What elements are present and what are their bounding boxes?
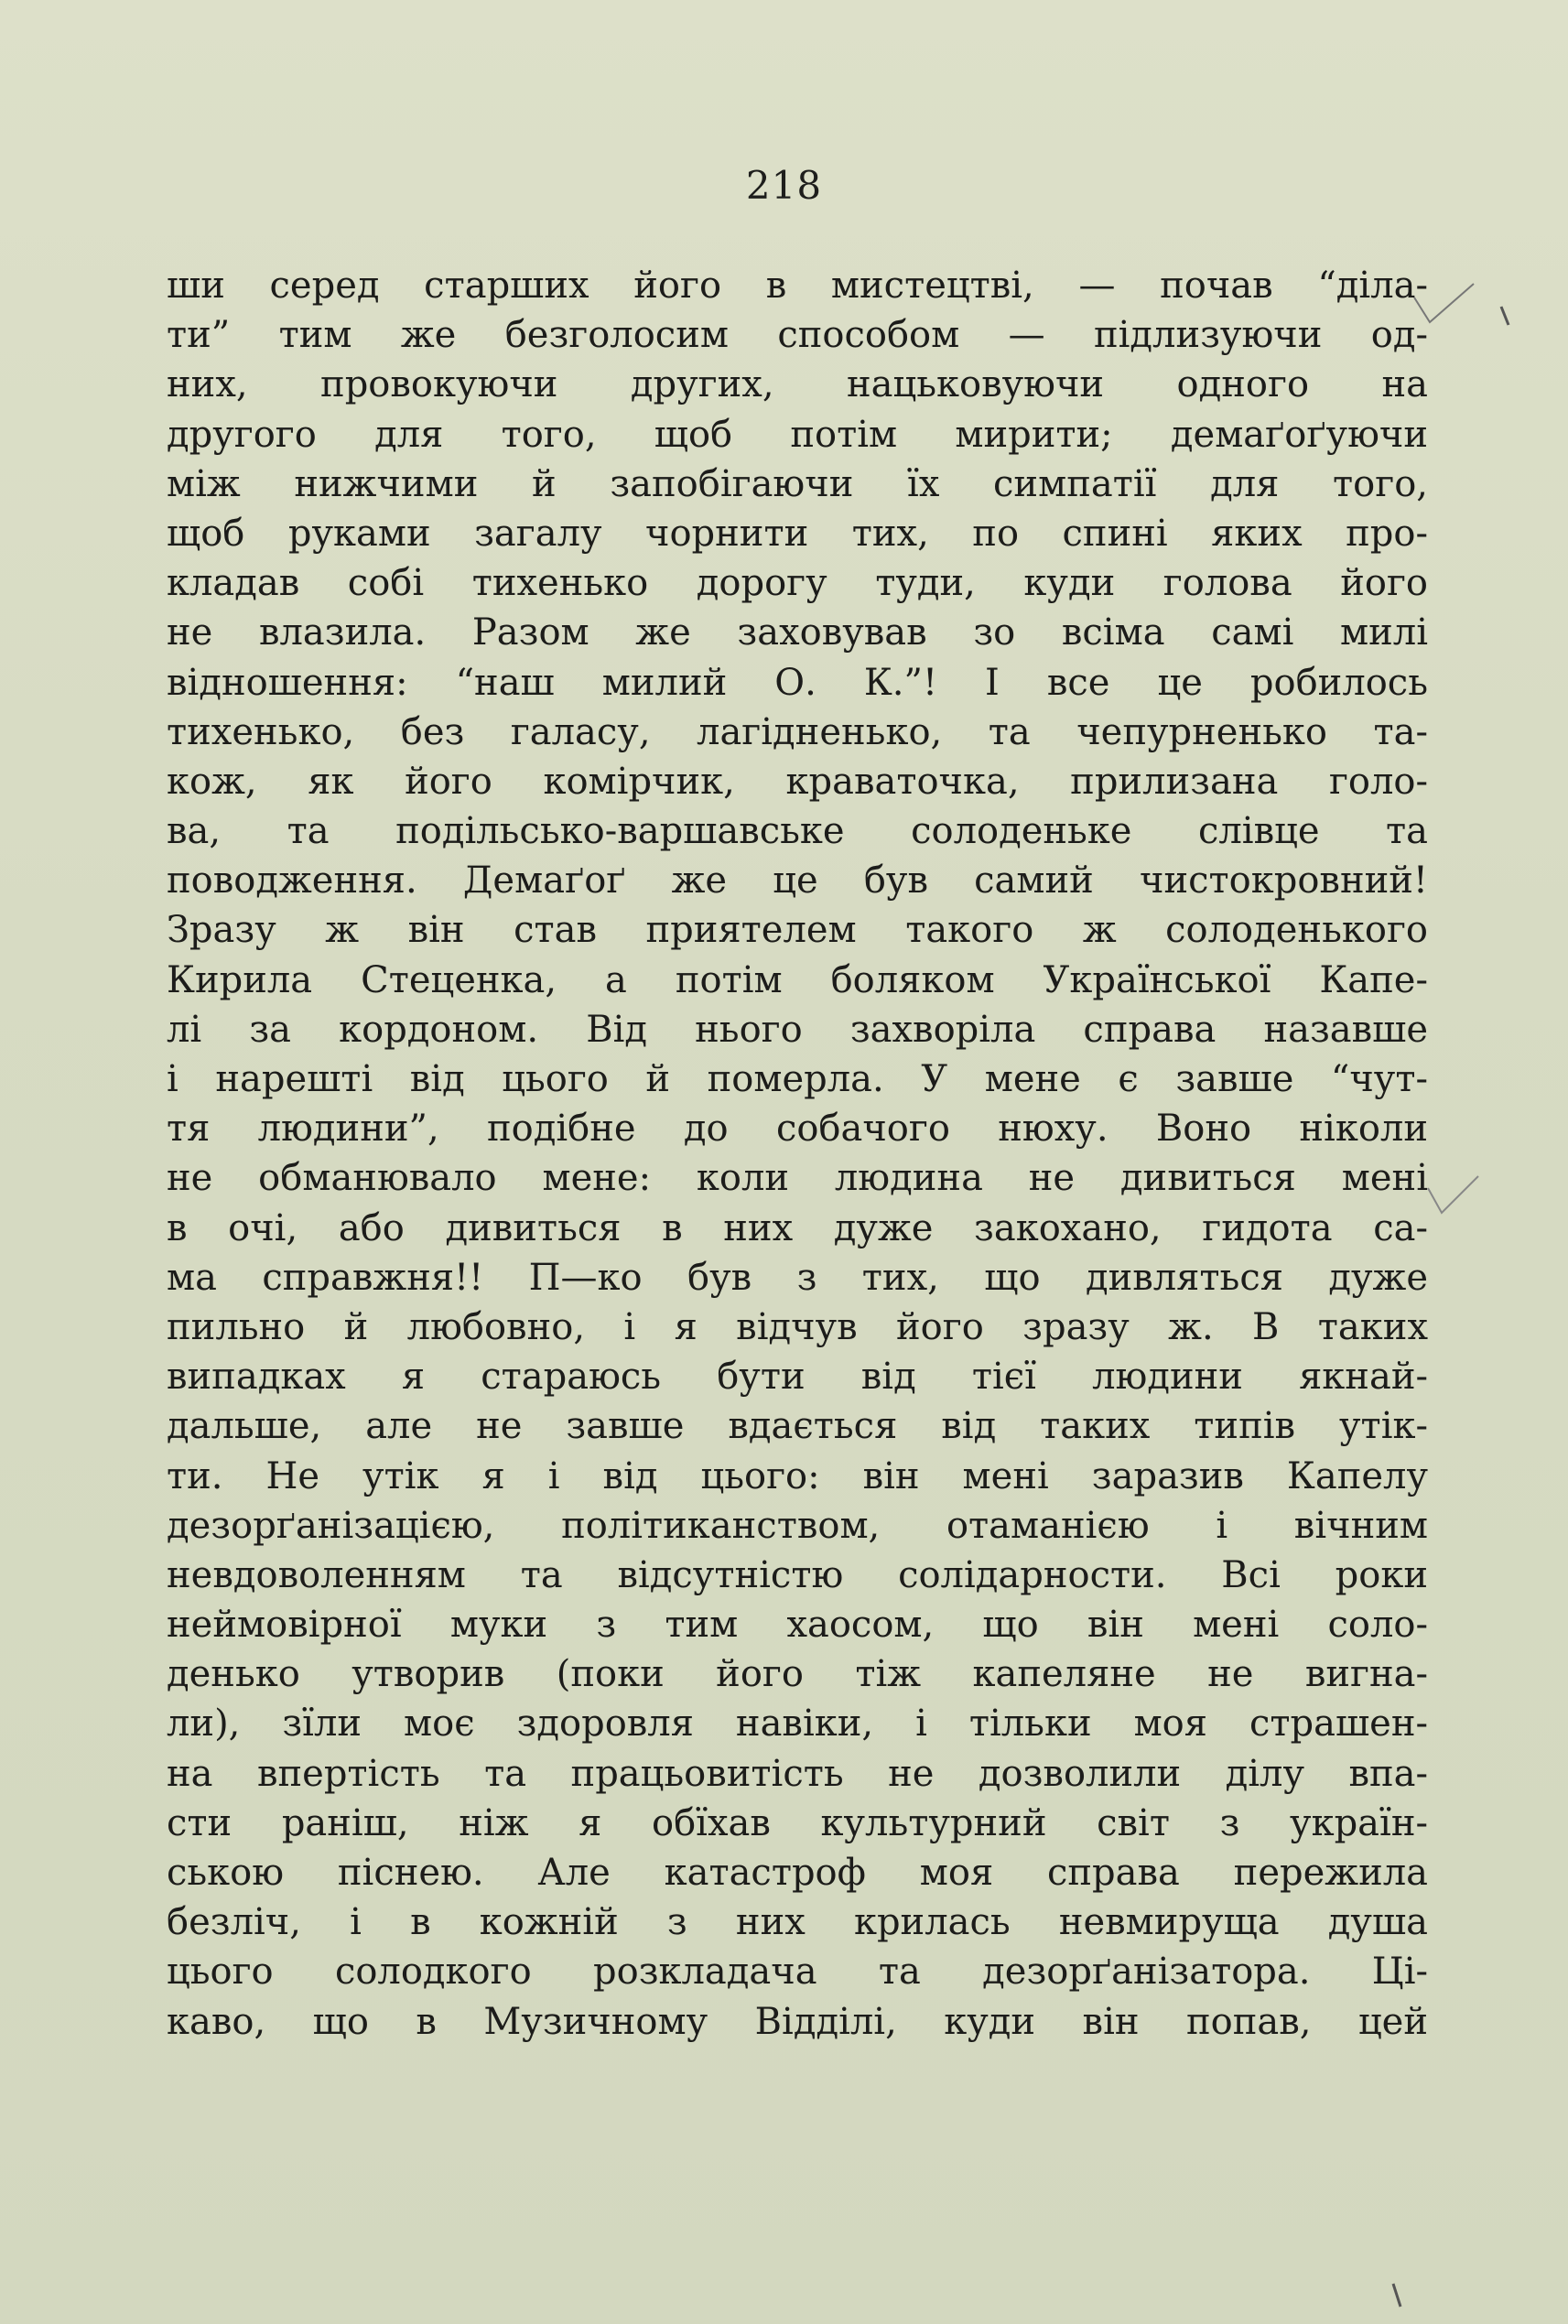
text-line-11: кож, як його комірчик, краваточка, прилизана голо- [167,760,1428,803]
text-line-21: ма справжня!! П—ко був з тих, що дивляться дуже [167,1256,1428,1299]
pencil-mark-bottom [1384,2279,1411,2316]
page-number: 218 [745,163,823,208]
text-line-4: другого для того, щоб потім мирити; демаґоґуючи [167,413,1428,456]
text-line-35: цього солодкого розкладача та дезорґанізатора. Ці- [167,1951,1428,1994]
text-line-15: Кирила Стеценка, а потім боляком Української Капе- [167,958,1428,1001]
text-line-17: і нарешті від цього й померла. У мене є завше “чут- [167,1058,1428,1100]
text-line-25: ти. Не утік я і від цього: він мені заразив Капелу [167,1454,1428,1497]
text-line-20: в очі, або дивиться в них дуже закохано, гидота са- [167,1206,1428,1249]
text-line-27: невдоволенням та відсутністю солідарности. Всі роки [167,1553,1428,1596]
text-line-18: тя людини”, подібне до собачого нюху. Воно ніколи [167,1108,1428,1151]
body-text [167,261,1428,2047]
text-line-23: випадках я стараюсь бути від тієї людини якнай- [167,1356,1428,1399]
pencil-checkmark-top [1410,275,1519,339]
text-line-33: ською піснею. Але катастроф моя справа пережила [167,1852,1428,1894]
text-line-22: пильно й любовно, і я відчув його зразу ж. В таких [167,1305,1428,1348]
text-line-10: тихенько, без галасу, лагідненько, та чепурненько та- [167,710,1428,753]
text-line-28: неймовірної муки з тим хаосом, що він мені соло- [167,1604,1428,1647]
text-line-19: не обманювало мене: коли людина не дивиться мені [167,1157,1428,1200]
text-line-7: кладав собі тихенько дорогу туди, куди голова його [167,562,1428,605]
text-line-32: сти раніш, ніж я обїхав культурний світ з україн- [167,1801,1428,1844]
text-line-30: ли), зїли моє здоровля навіки, і тільки моя страшен- [167,1702,1428,1746]
text-line-34: безліч, і в кожній з них крилась невмируща душа [167,1901,1428,1944]
text-line-36: каво, що в Музичному Відділі, куди він попав, цей [167,2000,1428,2043]
text-line-9: відношення: “наш милий О. К.”! І все це робилось [167,661,1428,704]
text-line-12: ва, та подільсько-варшавське солоденьке слівце та [167,810,1428,853]
text-line-1: ши серед старших його в мистецтві, — почав “діла- [167,265,1428,307]
pencil-checkmark-middle [1423,1172,1487,1227]
text-line-5: між нижчими й запобігаючи їх симпатії для того, [167,462,1428,505]
text-line-26: дезорґанізацією, політиканством, отаманією і вічним [167,1504,1428,1547]
text-line-8: не влазила. Разом же заховував зо всіма самі милі [167,611,1428,654]
text-line-14: Зразу ж він став приятелем такого ж солоденького [167,909,1428,952]
text-line-16: лі за кордоном. Від нього захворіла справа назавше [167,1008,1428,1051]
text-line-13: поводження. Демаґоґ же це був самий чистокровний! [167,859,1428,903]
text-line-3: них, провокуючи других, нацьковуючи одного на [167,363,1428,406]
text-line-2: ти” тим же безголосим способом — підлизуючи од- [167,314,1428,357]
text-line-31: на впертість та працьовитість не дозволили ділу впа- [167,1752,1428,1795]
text-line-6: щоб руками загалу чорнити тих, по спині яких про- [167,512,1428,555]
text-line-29: денько утворив (поки його тіж капеляне не вигна- [167,1653,1428,1696]
text-line-24: дальше, але не завше вдається від таких типів утік- [167,1405,1428,1448]
